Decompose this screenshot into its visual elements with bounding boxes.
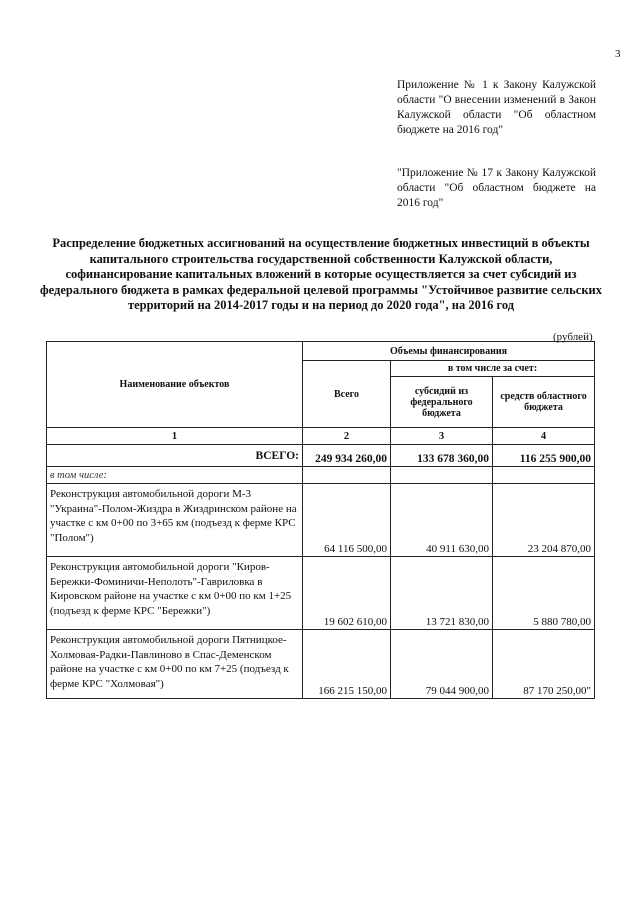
total-sum: 249 934 260,00 bbox=[303, 445, 391, 467]
row-regional: 5 880 780,00 bbox=[493, 557, 595, 630]
column-number: 1 bbox=[47, 428, 303, 445]
table-row bbox=[47, 484, 595, 557]
row-total: 166 215 150,00 bbox=[303, 630, 391, 699]
row-regional: 23 204 870,00 bbox=[493, 484, 595, 557]
subheader-label: в том числе: bbox=[47, 467, 303, 484]
row-regional: 87 170 250,00" bbox=[493, 630, 595, 699]
page-number: 3 bbox=[615, 48, 621, 60]
document-title: Распределение бюджетных ассигнований на осуществление бюджетных инвестиций в объекты капитального строительства государственной собственности Калужской области, софинансирование капитальных вложений в которые осуществляется за счет субсидий из федерального бюджета в рамках федеральной целевой программы "Устойчивое развитие сельских территорий на 2014-2017 годы и на период до 2020 года", на 2016 год bbox=[40, 236, 602, 312]
row-total: 64 116 500,00 bbox=[303, 484, 391, 557]
column-number: 2 bbox=[303, 428, 391, 445]
table-row bbox=[47, 557, 595, 630]
object-name: Реконструкция автомобильной дороги "Киров-Бережки-Фоминичи-Неполоть"-Гавриловка в Кировском районе на участке с км 0+00 по км 1+25 (подъезд к ферме КРС "Бережки") bbox=[47, 557, 303, 630]
row-total: 19 602 610,00 bbox=[303, 557, 391, 630]
object-name: Реконструкция автомобильной дороги М-3 "Украина"-Полом-Жиздра в Жиздринском районе на участке с км 0+00 по 3+65 км (подъезд к ферме КРС "Полом") bbox=[47, 484, 303, 557]
header-total: Всего bbox=[303, 361, 391, 428]
column-numbers-row bbox=[47, 428, 595, 445]
row-federal: 79 044 900,00 bbox=[391, 630, 493, 699]
row-federal: 40 911 630,00 bbox=[391, 484, 493, 557]
header-financing: Объемы финансирования bbox=[303, 342, 595, 361]
column-number: 3 bbox=[391, 428, 493, 445]
column-number: 4 bbox=[493, 428, 595, 445]
appendix-note-1: Приложение № 1 к Закону Калужской области "О внесении изменений в Закон Калужской области "Об областном бюджете на 2016 год" bbox=[397, 79, 596, 136]
total-regional: 116 255 900,00 bbox=[493, 445, 595, 467]
header-including: в том числе за счет: bbox=[391, 361, 595, 377]
table-row bbox=[47, 630, 595, 699]
row-federal: 13 721 830,00 bbox=[391, 557, 493, 630]
object-name: Реконструкция автомобильной дороги Пятницкое-Холмовая-Радки-Павлиново в Спас-Деменском районе на участке с км 0+00 по км 7+25 (подъезд к ферме КРС "Холмовая") bbox=[47, 630, 303, 699]
header-federal-subsidies: субсидий из федерального бюджета bbox=[391, 377, 493, 428]
total-label: ВСЕГО: bbox=[47, 445, 303, 467]
header-regional-funds: средств областного бюджета bbox=[493, 377, 595, 428]
units-label: (рублей) bbox=[553, 331, 593, 343]
total-federal: 133 678 360,00 bbox=[391, 445, 493, 467]
budget-table bbox=[46, 341, 595, 699]
subheader-row bbox=[47, 467, 595, 484]
header-object-name: Наименование объектов bbox=[47, 342, 303, 428]
total-row bbox=[47, 445, 595, 467]
appendix-note-17: "Приложение № 17 к Закону Калужской области "Об областном бюджете на 2016 год" bbox=[397, 167, 596, 209]
